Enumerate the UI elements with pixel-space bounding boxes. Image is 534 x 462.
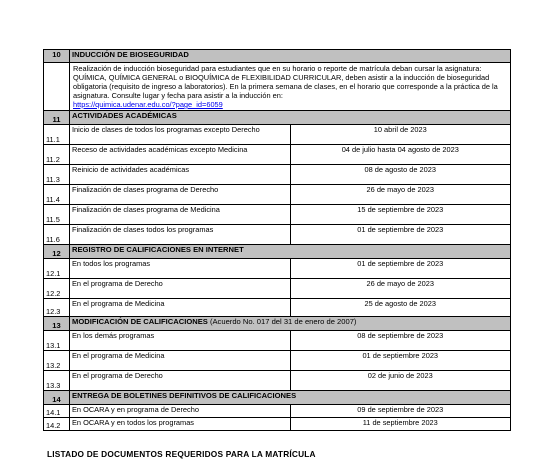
table-row xyxy=(44,205,511,225)
item-activity: Receso de actividades académicas excepto Medicina xyxy=(70,145,291,165)
table-row xyxy=(44,351,511,371)
section-title: ENTREGA DE BOLETINES DEFINITIVOS DE CALIFICACIONES xyxy=(70,391,511,405)
section-number: 13 xyxy=(44,317,70,331)
section-title: MODIFICACIÓN DE CALIFICACIONES (Acuerdo No. 017 del 31 de enero de 2007) xyxy=(70,317,511,331)
item-number: 12.1 xyxy=(44,259,70,279)
item-date: 01 de septiembre 2023 xyxy=(290,351,511,371)
item-number: 11.6 xyxy=(44,225,70,245)
table-row xyxy=(44,279,511,299)
item-date: 01 de septiembre de 2023 xyxy=(290,259,511,279)
item-activity: En el programa de Derecho xyxy=(70,279,291,299)
table-row xyxy=(44,225,511,245)
item-date: 10 abril de 2023 xyxy=(290,125,511,145)
item-activity: En todos los programas xyxy=(70,259,291,279)
section-description-row xyxy=(44,63,511,111)
table-row xyxy=(44,331,511,351)
item-number: 14.2 xyxy=(44,418,70,431)
item-activity: Finalización de clases todos los programas xyxy=(70,225,291,245)
item-number: 11.4 xyxy=(44,185,70,205)
item-date: 26 de mayo de 2023 xyxy=(290,185,511,205)
item-number: 14.1 xyxy=(44,405,70,418)
table-row xyxy=(44,405,511,418)
table-row xyxy=(44,125,511,145)
section-title: REGISTRO DE CALIFICACIONES EN INTERNET xyxy=(70,245,511,259)
table-row xyxy=(44,259,511,279)
section-number: 11 xyxy=(44,111,70,125)
item-number: 12.3 xyxy=(44,299,70,317)
item-number: 13.3 xyxy=(44,371,70,391)
item-number: 11.1 xyxy=(44,125,70,145)
item-activity: Inicio de clases de todos los programas excepto Derecho xyxy=(70,125,291,145)
item-activity: Reinicio de actividades académicas xyxy=(70,165,291,185)
section-number: 10 xyxy=(44,50,70,63)
item-activity: Finalización de clases programa de Derecho xyxy=(70,185,291,205)
section-header-row xyxy=(44,391,511,405)
table-row xyxy=(44,165,511,185)
section-title: INDUCCIÓN DE BIOSEGURIDAD xyxy=(70,50,511,63)
section-number: 12 xyxy=(44,245,70,259)
item-activity: En el programa de Medicina xyxy=(70,351,291,371)
item-number: 11.3 xyxy=(44,165,70,185)
item-date: 01 de septiembre de 2023 xyxy=(290,225,511,245)
section-header-row xyxy=(44,245,511,259)
item-date: 04 de julio hasta 04 agosto de 2023 xyxy=(290,145,511,165)
table-row xyxy=(44,371,511,391)
item-number: 13.1 xyxy=(44,331,70,351)
section-header-row xyxy=(44,317,511,331)
section-number: 14 xyxy=(44,391,70,405)
item-activity: En el programa de Derecho xyxy=(70,371,291,391)
induction-link[interactable]: https://quimica.udenar.edu.co/?page_id=6059 xyxy=(73,100,223,109)
item-activity: En OCARA y en programa de Derecho xyxy=(70,405,291,418)
item-number: 11.2 xyxy=(44,145,70,165)
section-header-row xyxy=(44,50,511,63)
item-number: 13.2 xyxy=(44,351,70,371)
table-row xyxy=(44,299,511,317)
required-documents-heading: LISTADO DE DOCUMENTOS REQUERIDOS PARA LA MATRÍCULA xyxy=(47,449,316,459)
item-date: 02 de junio de 2023 xyxy=(290,371,511,391)
item-activity: Finalización de clases programa de Medicina xyxy=(70,205,291,225)
table-row xyxy=(44,145,511,165)
item-activity: En OCARA y en todos los programas xyxy=(70,418,291,431)
item-date: 25 de agosto de 2023 xyxy=(290,299,511,317)
item-date: 26 de mayo de 2023 xyxy=(290,279,511,299)
item-number: 12.2 xyxy=(44,279,70,299)
academic-calendar-table xyxy=(43,49,511,431)
item-date: 15 de septiembre de 2023 xyxy=(290,205,511,225)
table-row xyxy=(44,418,511,431)
item-date: 08 de septiembre de 2023 xyxy=(290,331,511,351)
section-header-row xyxy=(44,111,511,125)
item-date: 11 de septiembre 2023 xyxy=(290,418,511,431)
item-number: 11.5 xyxy=(44,205,70,225)
bioseguridad-description: Realización de inducción bioseguridad para estudiantes que en su horario o reporte de matrícula deban cursar la asignatura: QUÍMICA, QUÍMICA GENERAL o BIOQUÍMICA de FLEXIBILIDAD CURRICULAR, deben asistir a la inducción de bioseguridad obligatoria (requisito de ingreso a laboratorios). En la primera semana de clases, en el horario que corresponde a la práctica de la asignatura. Consulte lugar y fecha para asistir a la inducción en: https://quimica.udenar.edu.co/?page_id=6059 xyxy=(70,63,511,111)
item-date: 09 de septiembre de 2023 xyxy=(290,405,511,418)
table-row xyxy=(44,185,511,205)
item-date: 08 de agosto de 2023 xyxy=(290,165,511,185)
section-title: ACTIVIDADES ACADÉMICAS xyxy=(70,111,511,125)
item-activity: En el programa de Medicina xyxy=(70,299,291,317)
item-activity: En los demás programas xyxy=(70,331,291,351)
